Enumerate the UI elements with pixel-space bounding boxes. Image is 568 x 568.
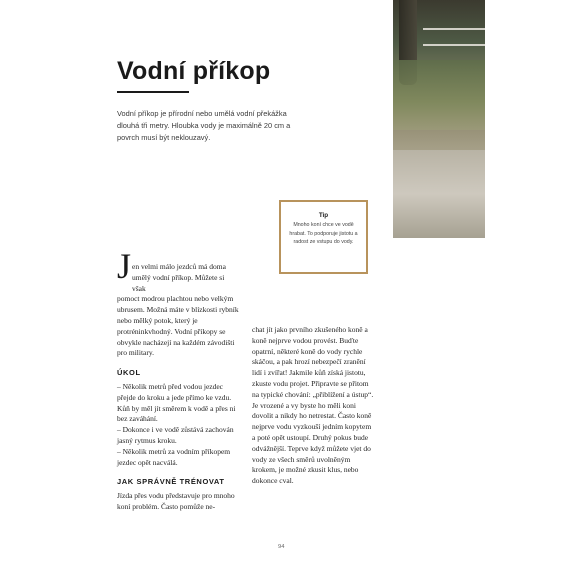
ukol-item-3: – Několik metrů za vodním příkopem jezdec opět nacválá.	[117, 446, 231, 467]
right-column-text: chat jít jako prvního zkušeného koně a koně nejprve vodou provést. Buďte opatrní, některé koně do vody rychle skáčou, a pak hrozí nebezpečí zranění lidí i zvířat! Jakmile kůň získá jistotu, zkuste vodu projet. Připravte se přitom na typické chování: „přiblížení a ústup“. Je vrozené a vy byste ho měli koni dovolit a nikdy ho netrestat. Často koně nejprve vodu vyzkouší jedním kopytem a poté opět ustoupí. Druhý pokus bude odvážnější. Teprve když můžete vjet do vody ze všech směrů uvolněným krokem, je možné zkusit klus, nebo dokonce cval.	[252, 325, 374, 486]
photo-water	[393, 150, 485, 238]
heading-training: JAK SPRÁVNĚ TRÉNOVAT	[117, 477, 225, 487]
photo-grass	[393, 60, 485, 130]
intro-paragraph: Vodní příkop je přírodní nebo umělá vodní překážka dlouhá tři metry. Hloubka vody je maximálně 20 cm a povrch musí být neklouzavý.	[117, 109, 291, 142]
ukol-item-1: – Několik metrů před vodou jezdec přejde do kroku a jede přímo ke vzdu. Kůň by měl jít směrem k vodě a přes ni bez zaváhání.	[117, 381, 236, 424]
title-underline	[117, 91, 189, 93]
tip-title: Tip	[318, 212, 329, 219]
lead-line-2: umělý vodní příkop. Můžete si však	[132, 272, 225, 293]
photo-fence	[423, 28, 485, 46]
training-text: Jízda přes vodu představuje pro mnoho koní problém. Často pomůže ne-	[117, 491, 235, 511]
right-column	[252, 325, 374, 487]
page-title: Vodní příkop	[117, 57, 271, 85]
page-number: 94	[278, 544, 285, 550]
heading-ukol: ÚKOL	[117, 368, 141, 378]
lead-line-1: en velmi málo jezdců má doma	[132, 262, 226, 271]
ukol-item-2: – Dokonce i ve vodě zůstává zachován jasný rytmus kroku.	[117, 425, 234, 445]
tip-box	[279, 200, 368, 274]
horse-water-photo	[393, 0, 485, 238]
drop-cap: J	[117, 246, 132, 286]
left-column	[117, 262, 239, 513]
intro-body-text: pomoct modrou plachtou nebo velkým ubrusem. Možná máte v blízkosti rybník nebo mělký potok, který je protréninkvhodný. Vodní příkopy se obvykle nacházejí na každém závodišti pro military.	[117, 294, 239, 358]
tip-text: Mnoho koní chce ve vodě hrabat. To podporuje jistotu a radost ze vstupu do vody.	[289, 222, 358, 245]
